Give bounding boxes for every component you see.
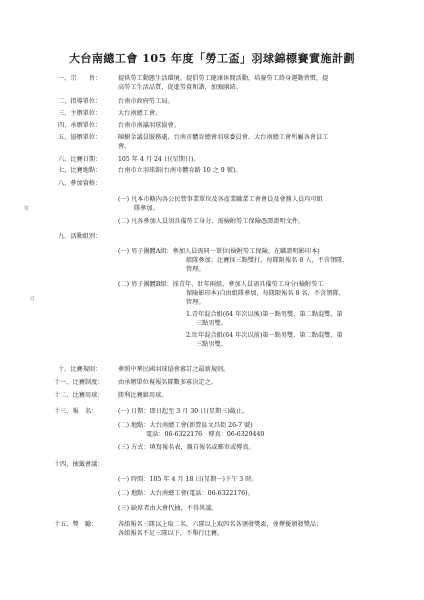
section-rules-text: 參照中華民國羽球協會審訂之最新規則。 — [118, 366, 230, 373]
section-venue-label: 七、比賽地點： — [58, 167, 102, 174]
group-a-line-3: 管理。 — [186, 266, 205, 273]
section-guidance-text: 台南市政府勞工局。 — [118, 98, 174, 105]
section-date-text: 105 年 4 月 24 日(星期日)。 — [118, 156, 200, 163]
registration-method: (三) 方式：填寫報名表，親自報名或郵寄或傳真。 — [118, 444, 255, 451]
group-b-line-1: (二) 男子團體B組：採青年、壯年兩組，參加人員需具備勞工身分(檢附勞工 — [118, 281, 324, 288]
section-host-text: 大台南總工會。 — [118, 110, 162, 117]
registration-date: (一) 日期：即日起至 3 月 30 日(星期三)截止。 — [118, 408, 249, 415]
draw-absence: (三) 缺席者由大會代抽，不得異議。 — [118, 505, 218, 512]
eligibility-item-2-line-1: (二) 凡各參加人員須具備勞工身分，需檢附勞工保險憑證證明文件。 — [118, 218, 305, 225]
group-b-line-3: 管理。 — [186, 299, 205, 306]
section-coorganizer-line-1: 陳樹金議員服務處、台南市體育總會羽球委員會、大台南總工會所屬各會員工 — [118, 134, 329, 141]
section-draw-label: 十四、抽籤會議： — [54, 461, 104, 468]
section-awards-label: 十五、獎 勵： — [54, 521, 98, 528]
group-b-line-2: 保險影印本)自由組隊參加，每隊限報名 8 名，不含領隊、 — [186, 290, 345, 297]
group-a-line-1: (一) 男子團體A組：參加人員需同一單位(檢附勞工保險、在職證明影印本) — [118, 248, 320, 255]
section-guidance-label: 二、指導單位： — [58, 98, 102, 105]
registration-place: (二) 地點：大台南總工會(新營區文昌街 26-7 號) — [118, 422, 253, 429]
section-ball-label: 十二、比賽用球： — [54, 392, 104, 399]
section-purpose-label: 一、宗 旨： — [58, 75, 102, 82]
section-format-label: 十一、比賽制度： — [54, 379, 104, 386]
group-b-senior-line-2: 三點男雙。 — [196, 341, 227, 348]
section-rules-label: 十、比賽規則： — [58, 366, 102, 373]
section-organizer-text: 台南市南瀛羽球協會。 — [118, 122, 180, 129]
group-a-line-2: 組隊參加；比賽採三點雙打，每隊限報名 8 人，不含領隊、 — [186, 257, 349, 264]
section-coorganizer-line-2: 會。 — [118, 143, 131, 150]
draw-time: (一) 時間：105 年 4 月 18 日(星期一)下午 3 時。 — [118, 476, 258, 483]
section-venue-text: 台南市立羽球館(台南市體育路 10 之 9 號)。 — [118, 167, 242, 174]
binding-mark-top: 裝 — [24, 206, 30, 212]
section-awards-line-2: 各組報名不足三隊以下，不舉行比賽。 — [118, 530, 224, 537]
section-registration-label: 十三、報 名： — [54, 408, 98, 415]
section-purpose-line-1: 提供勞工動態生活環境、提倡勞工健康休閒活動，培養勞工終身運動習慣，提 — [118, 75, 329, 82]
section-purpose-line-2: 高勞工生活品質，促進勞資和諧，加強團結。 — [118, 84, 242, 91]
draw-place: (二) 地點：大台南總工會(電話：06-6322176)。 — [118, 490, 254, 497]
section-awards-line-1: 各組報名三隊以上取二名，六隊以上取四名各頒發獎盃，並擇優頒發獎品； — [118, 521, 323, 528]
group-b-youth-line-1: 1.青年混合組(64 年次以後)第一點男雙、第二點混雙、第 — [186, 311, 343, 318]
group-b-youth-line-2: 三點男雙。 — [196, 320, 227, 327]
section-coorganizer-label: 五、協辦單位： — [58, 134, 102, 141]
section-date-label: 六、比賽日期： — [58, 156, 102, 163]
binding-mark-bottom: 訂 — [30, 296, 36, 302]
section-host-label: 三、主辦單位： — [58, 110, 102, 117]
section-eligibility-label: 八、參加資格： — [58, 180, 102, 187]
section-organizer-label: 四、承辦單位： — [58, 122, 102, 129]
group-b-senior-line-1: 2.壯年混合組(64 年次以前)第一點男雙、第二點混雙、第 — [186, 332, 343, 339]
document-title: 大台南總工會 105 年度「勞工盃」羽球錦標賽實施計劃 — [68, 52, 356, 65]
section-ball-text: 勝利比賽級用球。 — [118, 392, 168, 399]
registration-phone: 電話：06-6322176 傳真：06-6329440 — [146, 431, 265, 438]
eligibility-item-1-line-1: (一) 凡本市轄內各公民營事業單位及各產業職業工會會員及會務人員均可組 — [118, 196, 323, 203]
eligibility-item-1-line-2: 隊參加。 — [134, 205, 159, 212]
section-groups-label: 九、活動組別： — [58, 233, 102, 240]
section-format-text: 由承辦單位視報名隊數多寡決定之。 — [118, 379, 217, 386]
